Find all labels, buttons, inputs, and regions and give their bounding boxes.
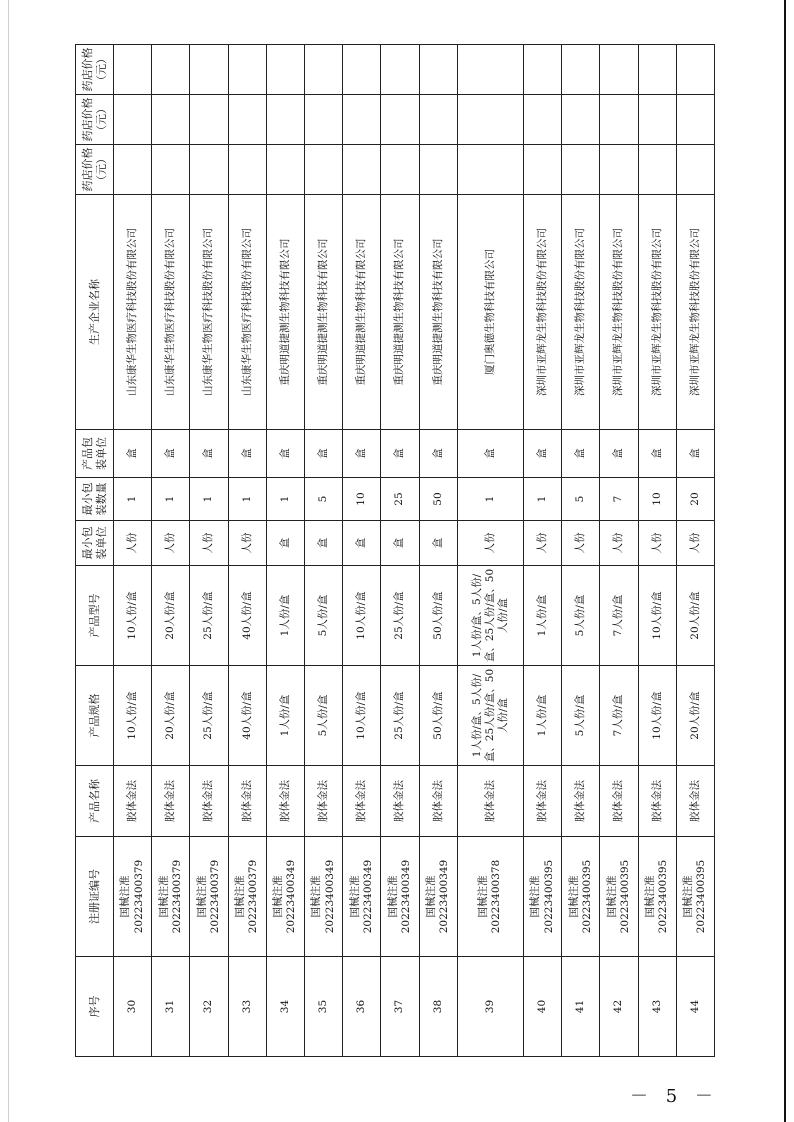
min-pack-unit: 人份 xyxy=(114,521,152,566)
table-row xyxy=(114,45,152,1057)
product-name: 胶体金法 xyxy=(638,766,676,837)
product-spec: 5人份/盒 xyxy=(562,666,600,766)
col-header-index: 序号 xyxy=(76,957,114,1057)
manufacturer: 重庆明道捷测生物科技有限公司 xyxy=(305,195,343,430)
table-row xyxy=(190,45,228,1057)
registration-number: 国械注准20223400349 xyxy=(343,837,381,957)
product-name: 胶体金法 xyxy=(676,766,714,837)
product-spec: 1人份/盒、5人份/盒、25人份/盒、50人份/盒 xyxy=(457,666,523,766)
scan-edge-left xyxy=(8,0,9,1122)
product-spec: 20人份/盒 xyxy=(152,666,190,766)
min-pack-unit: 人份 xyxy=(676,521,714,566)
row-index: 33 xyxy=(228,957,266,1057)
col-header-pack-unit: 产品包装单位 xyxy=(76,430,114,478)
price-cell-2 xyxy=(305,95,343,145)
price-cell-2 xyxy=(600,95,638,145)
min-pack-qty: 1 xyxy=(457,478,523,521)
manufacturer: 山东康华生物医疗科技股份有限公司 xyxy=(228,195,266,430)
price-cell-2 xyxy=(228,95,266,145)
product-spec: 50人份/盒 xyxy=(419,666,457,766)
product-model: 10人份/盒 xyxy=(638,566,676,666)
product-spec: 7人份/盒 xyxy=(600,666,638,766)
price-cell-3 xyxy=(523,45,561,95)
price-cell-1 xyxy=(562,145,600,195)
price-cell-3 xyxy=(228,45,266,95)
min-pack-unit: 人份 xyxy=(638,521,676,566)
product-spec: 10人份/盒 xyxy=(343,666,381,766)
price-cell-2 xyxy=(562,95,600,145)
min-pack-unit: 人份 xyxy=(152,521,190,566)
product-name: 胶体金法 xyxy=(343,766,381,837)
table-row xyxy=(152,45,190,1057)
price-cell-1 xyxy=(114,145,152,195)
registration-number: 国械注准20223400379 xyxy=(152,837,190,957)
product-name: 胶体金法 xyxy=(457,766,523,837)
min-pack-unit: 人份 xyxy=(457,521,523,566)
row-index: 31 xyxy=(152,957,190,1057)
min-pack-qty: 1 xyxy=(523,478,561,521)
product-model: 10人份/盒 xyxy=(343,566,381,666)
product-model: 50人份/盒 xyxy=(419,566,457,666)
price-cell-1 xyxy=(305,145,343,195)
product-name: 胶体金法 xyxy=(523,766,561,837)
min-pack-unit: 盒 xyxy=(343,521,381,566)
registration-number: 国械注准20223400349 xyxy=(266,837,304,957)
registration-number: 国械注准20223400395 xyxy=(676,837,714,957)
table-row xyxy=(266,45,304,1057)
price-cell-2 xyxy=(381,95,419,145)
manufacturer: 深圳市亚辉龙生物科技股份有限公司 xyxy=(676,195,714,430)
product-spec: 25人份/盒 xyxy=(381,666,419,766)
product-spec: 5人份/盒 xyxy=(305,666,343,766)
price-cell-3 xyxy=(600,45,638,95)
col-header-product-name: 产品名称 xyxy=(76,766,114,837)
rotated-table-wrapper xyxy=(75,45,715,1057)
price-cell-1 xyxy=(419,145,457,195)
row-index: 40 xyxy=(523,957,561,1057)
price-cell-3 xyxy=(152,45,190,95)
table-row xyxy=(600,45,638,1057)
col-header-min-qty: 最小包装数量 xyxy=(76,478,114,521)
price-cell-3 xyxy=(676,45,714,95)
product-name: 胶体金法 xyxy=(305,766,343,837)
registration-number: 国械注准20223400349 xyxy=(381,837,419,957)
pack-unit: 盒 xyxy=(419,430,457,478)
pack-unit: 盒 xyxy=(600,430,638,478)
product-name: 胶体金法 xyxy=(228,766,266,837)
price-cell-2 xyxy=(266,95,304,145)
price-cell-3 xyxy=(305,45,343,95)
min-pack-qty: 5 xyxy=(305,478,343,521)
product-name: 胶体金法 xyxy=(562,766,600,837)
min-pack-unit: 盒 xyxy=(266,521,304,566)
product-model: 20人份/盒 xyxy=(152,566,190,666)
price-cell-2 xyxy=(457,95,523,145)
min-pack-unit: 人份 xyxy=(228,521,266,566)
product-model: 5人份/盒 xyxy=(562,566,600,666)
min-pack-unit: 人份 xyxy=(190,521,228,566)
product-spec: 25人份/盒 xyxy=(190,666,228,766)
price-cell-1 xyxy=(343,145,381,195)
pack-unit: 盒 xyxy=(457,430,523,478)
row-index: 39 xyxy=(457,957,523,1057)
product-model: 20人份/盒 xyxy=(676,566,714,666)
row-index: 42 xyxy=(600,957,638,1057)
col-header-price-1: 药店价格（元） xyxy=(76,145,114,195)
product-price-table xyxy=(75,44,715,1057)
table-row xyxy=(305,45,343,1057)
table-row xyxy=(343,45,381,1057)
product-model: 25人份/盒 xyxy=(381,566,419,666)
min-pack-unit: 盒 xyxy=(419,521,457,566)
price-cell-1 xyxy=(638,145,676,195)
registration-number: 国械注准20223400349 xyxy=(419,837,457,957)
min-pack-unit: 人份 xyxy=(600,521,638,566)
row-index: 36 xyxy=(343,957,381,1057)
min-pack-qty: 1 xyxy=(152,478,190,521)
price-cell-1 xyxy=(457,145,523,195)
table-row xyxy=(523,45,561,1057)
min-pack-qty: 50 xyxy=(419,478,457,521)
registration-number: 国械注准20223400349 xyxy=(305,837,343,957)
product-spec: 40人份/盒 xyxy=(228,666,266,766)
product-spec: 1人份/盒 xyxy=(523,666,561,766)
row-index: 34 xyxy=(266,957,304,1057)
min-pack-qty: 1 xyxy=(190,478,228,521)
product-model: 1人份/盒 xyxy=(523,566,561,666)
price-cell-1 xyxy=(152,145,190,195)
registration-number: 国械注准20223400379 xyxy=(114,837,152,957)
price-cell-3 xyxy=(114,45,152,95)
pack-unit: 盒 xyxy=(638,430,676,478)
price-cell-3 xyxy=(457,45,523,95)
manufacturer: 山东康华生物医疗科技股份有限公司 xyxy=(114,195,152,430)
product-name: 胶体金法 xyxy=(152,766,190,837)
min-pack-qty: 10 xyxy=(638,478,676,521)
min-pack-unit: 人份 xyxy=(562,521,600,566)
price-cell-1 xyxy=(381,145,419,195)
pack-unit: 盒 xyxy=(523,430,561,478)
pack-unit: 盒 xyxy=(676,430,714,478)
price-cell-3 xyxy=(381,45,419,95)
manufacturer: 山东康华生物医疗科技股份有限公司 xyxy=(190,195,228,430)
min-pack-qty: 20 xyxy=(676,478,714,521)
product-model: 40人份/盒 xyxy=(228,566,266,666)
price-cell-3 xyxy=(190,45,228,95)
col-header-price-2: 药店价格（元） xyxy=(76,95,114,145)
row-index: 37 xyxy=(381,957,419,1057)
product-name: 胶体金法 xyxy=(600,766,638,837)
product-name: 胶体金法 xyxy=(190,766,228,837)
manufacturer: 重庆明道捷测生物科技有限公司 xyxy=(343,195,381,430)
registration-number: 国械注准20223400395 xyxy=(638,837,676,957)
product-model: 25人份/盒 xyxy=(190,566,228,666)
product-spec: 1人份/盒 xyxy=(266,666,304,766)
price-cell-2 xyxy=(638,95,676,145)
price-cell-3 xyxy=(562,45,600,95)
product-name: 胶体金法 xyxy=(266,766,304,837)
min-pack-unit: 盒 xyxy=(305,521,343,566)
manufacturer: 厦门奥德生物科技有限公司 xyxy=(457,195,523,430)
table-body xyxy=(114,45,715,1057)
pack-unit: 盒 xyxy=(114,430,152,478)
manufacturer: 山东康华生物医疗科技股份有限公司 xyxy=(152,195,190,430)
price-cell-1 xyxy=(600,145,638,195)
price-cell-3 xyxy=(419,45,457,95)
manufacturer: 深圳市亚辉龙生物科技股份有限公司 xyxy=(638,195,676,430)
registration-number: 国械注准20223400395 xyxy=(523,837,561,957)
table-row xyxy=(381,45,419,1057)
price-cell-3 xyxy=(638,45,676,95)
price-cell-1 xyxy=(676,145,714,195)
product-spec: 10人份/盒 xyxy=(638,666,676,766)
min-pack-qty: 25 xyxy=(381,478,419,521)
min-pack-qty: 1 xyxy=(266,478,304,521)
price-cell-2 xyxy=(523,95,561,145)
min-pack-qty: 5 xyxy=(562,478,600,521)
col-header-model: 产品型号 xyxy=(76,566,114,666)
product-name: 胶体金法 xyxy=(114,766,152,837)
pack-unit: 盒 xyxy=(190,430,228,478)
col-header-manufacturer: 生产企业名称 xyxy=(76,195,114,430)
manufacturer: 重庆明道捷测生物科技有限公司 xyxy=(419,195,457,430)
col-header-price-3: 药店价格（元） xyxy=(76,45,114,95)
row-index: 38 xyxy=(419,957,457,1057)
price-cell-1 xyxy=(228,145,266,195)
product-model: 10人份/盒 xyxy=(114,566,152,666)
price-cell-2 xyxy=(343,95,381,145)
registration-number: 国械注准20223400395 xyxy=(600,837,638,957)
page-number: － 5 － xyxy=(630,1086,719,1107)
min-pack-qty: 1 xyxy=(114,478,152,521)
row-index: 44 xyxy=(676,957,714,1057)
price-cell-1 xyxy=(523,145,561,195)
price-cell-2 xyxy=(190,95,228,145)
product-model: 7人份/盒 xyxy=(600,566,638,666)
manufacturer: 深圳市亚辉龙生物科技股份有限公司 xyxy=(523,195,561,430)
pack-unit: 盒 xyxy=(343,430,381,478)
table-row xyxy=(419,45,457,1057)
table-row xyxy=(457,45,523,1057)
manufacturer: 重庆明道捷测生物科技有限公司 xyxy=(381,195,419,430)
pack-unit: 盒 xyxy=(152,430,190,478)
registration-number: 国械注准20223400395 xyxy=(562,837,600,957)
price-cell-2 xyxy=(152,95,190,145)
manufacturer: 重庆明道捷测生物科技有限公司 xyxy=(266,195,304,430)
product-model: 5人份/盒 xyxy=(305,566,343,666)
table-row xyxy=(562,45,600,1057)
min-pack-qty: 1 xyxy=(228,478,266,521)
row-index: 43 xyxy=(638,957,676,1057)
price-cell-3 xyxy=(343,45,381,95)
pack-unit: 盒 xyxy=(228,430,266,478)
page-border-right xyxy=(784,0,786,1122)
table-row xyxy=(638,45,676,1057)
registration-number: 国械注准20223400379 xyxy=(190,837,228,957)
min-pack-unit: 盒 xyxy=(381,521,419,566)
min-pack-qty: 7 xyxy=(600,478,638,521)
row-index: 41 xyxy=(562,957,600,1057)
price-cell-2 xyxy=(676,95,714,145)
manufacturer: 深圳市亚辉龙生物科技股份有限公司 xyxy=(562,195,600,430)
product-spec: 10人份/盒 xyxy=(114,666,152,766)
manufacturer: 深圳市亚辉龙生物科技股份有限公司 xyxy=(600,195,638,430)
pack-unit: 盒 xyxy=(381,430,419,478)
product-name: 胶体金法 xyxy=(381,766,419,837)
table-row xyxy=(228,45,266,1057)
row-index: 30 xyxy=(114,957,152,1057)
price-cell-2 xyxy=(419,95,457,145)
min-pack-unit: 人份 xyxy=(523,521,561,566)
row-index: 32 xyxy=(190,957,228,1057)
row-index: 35 xyxy=(305,957,343,1057)
table-row xyxy=(676,45,714,1057)
price-cell-1 xyxy=(266,145,304,195)
product-model: 1人份/盒、5人份/盒、25人份/盒、50人份/盒 xyxy=(457,566,523,666)
price-cell-2 xyxy=(114,95,152,145)
col-header-min-unit: 最小包装单位 xyxy=(76,521,114,566)
price-cell-1 xyxy=(190,145,228,195)
pack-unit: 盒 xyxy=(562,430,600,478)
registration-number: 国械注准20223400379 xyxy=(228,837,266,957)
registration-number: 国械注准20223400378 xyxy=(457,837,523,957)
product-name: 胶体金法 xyxy=(419,766,457,837)
col-header-spec: 产品规格 xyxy=(76,666,114,766)
pack-unit: 盒 xyxy=(266,430,304,478)
min-pack-qty: 10 xyxy=(343,478,381,521)
product-spec: 20人份/盒 xyxy=(676,666,714,766)
table-header-row xyxy=(76,45,114,1057)
product-model: 1人份/盒 xyxy=(266,566,304,666)
pack-unit: 盒 xyxy=(305,430,343,478)
col-header-registration: 注册证编号 xyxy=(76,837,114,957)
price-cell-3 xyxy=(266,45,304,95)
